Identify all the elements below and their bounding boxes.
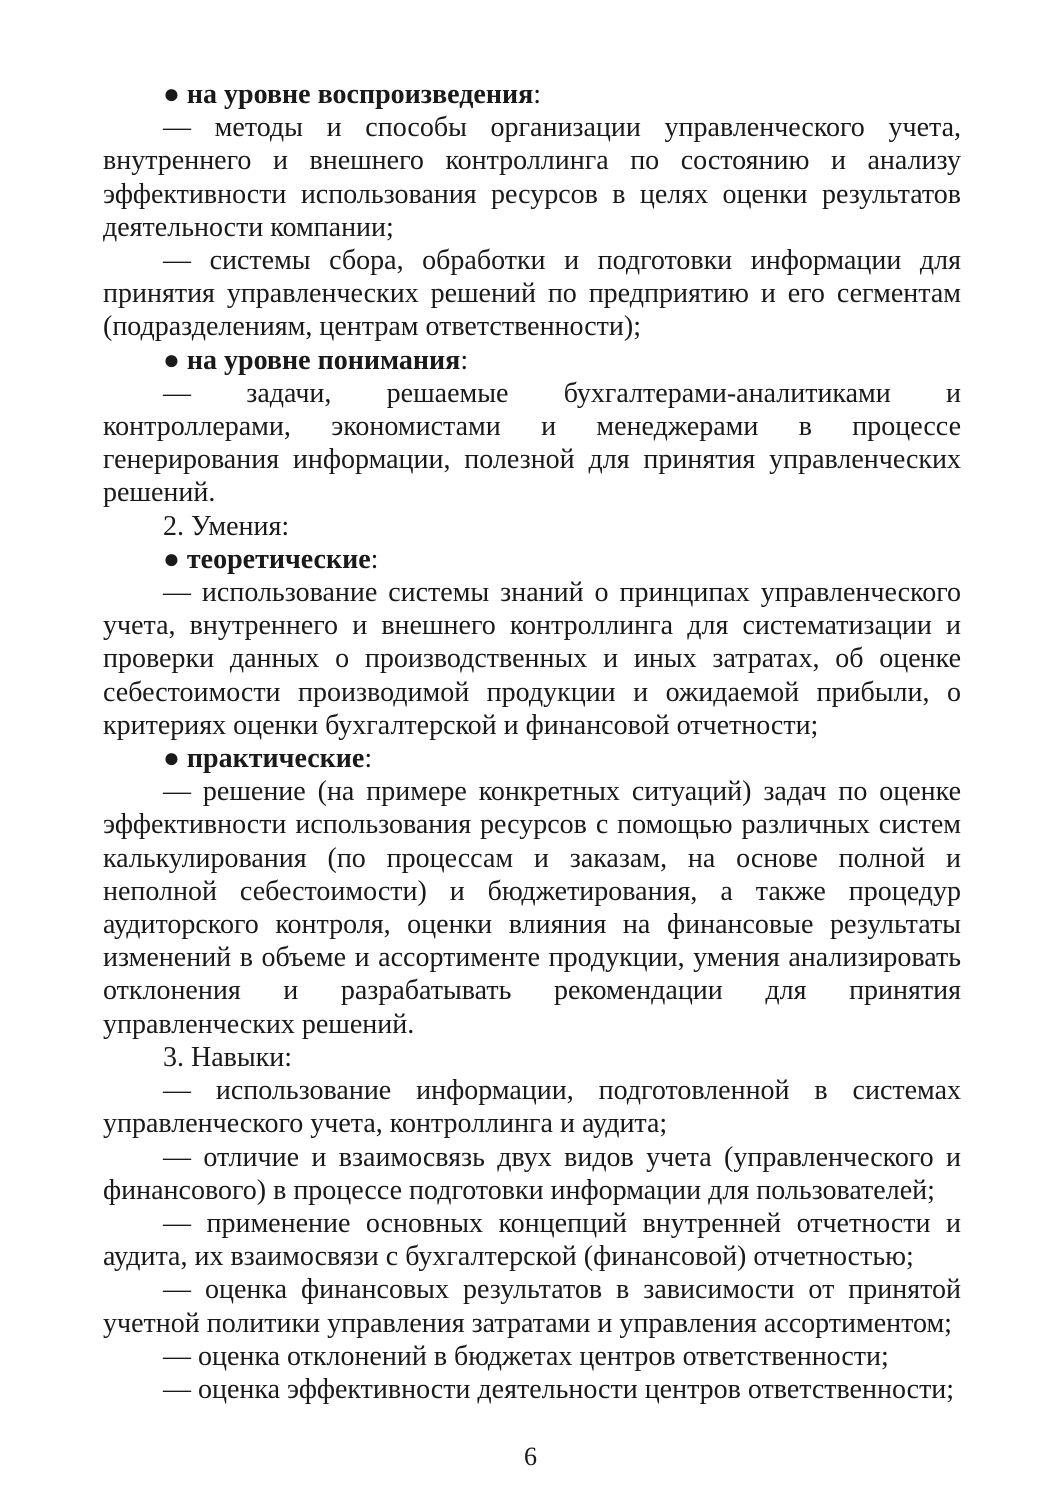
list-item: — системы сбора, обработки и подготовки информации для принятия управленческих решений по предприятию и его сегментам (подразделениям, центрам ответственности); xyxy=(103,245,961,343)
bullet-icon: ● xyxy=(163,543,180,575)
page-body xyxy=(103,78,961,1406)
bullet-label: практические xyxy=(186,743,365,775)
bullet-icon: ● xyxy=(163,743,180,775)
list-item: — методы и способы организации управленческого учета, внутреннего и внешнего контроллинга по состоянию и анализу эффективности использования ресурсов в целях оценки результатов деятельности компании; xyxy=(103,112,961,243)
bullet-colon: : xyxy=(460,344,469,376)
bullet-heading-understanding xyxy=(103,344,961,377)
list-item: — оценка эффективности деятельности центров ответственности; xyxy=(163,1373,955,1405)
list-item: — применение основных концепций внутренней отчетности и аудита, их взаимосвязи с бухгалтерской (финансовой) отчетностью; xyxy=(103,1207,961,1273)
bullet-colon: : xyxy=(370,543,379,575)
bullet-label: теоретические xyxy=(186,543,371,575)
bullet-colon: : xyxy=(364,743,373,775)
list-item: — решение (на примере конкретных ситуаций) задач по оценке эффективности использования ресурсов с помощью различных систем калькулирования (по процессам и заказам, на основе полной и неполной себестоимости) и бюджетирования, а также процедур аудиторского контроля, оценки влияния на финансовые результаты изменений в объеме и ассортименте продукции, умения анализировать отклонения и разрабатывать рекомендации для принятия управленческих решений. xyxy=(103,776,961,1040)
section-heading-habits: 3. Навыки: xyxy=(163,1041,293,1073)
list-item: — задачи, решаемые бухгалтерами-аналитиками и контроллерами, экономистами и менеджерами в процессе генерирования информации, полезной для принятия управленческих решений. xyxy=(103,377,961,509)
list-item: — оценка финансовых результатов в зависимости от принятой учетной политики управления затратами и управления ассортиментом; xyxy=(103,1274,961,1339)
bullet-label: на уровне воспроизведения xyxy=(186,79,534,110)
bullet-colon: : xyxy=(533,79,542,110)
list-item: — использование системы знаний о принципах управленческого учета, внутреннего и внешнего контроллинга для систематизации и проверки данных о производственных и иных затратах, об оценке себестоимости производимой продукции и ожидаемой прибыли, о критериях оценки бухгалтерской и финансовой отчетности; xyxy=(103,577,961,741)
bullet-heading-reproduction xyxy=(103,78,961,111)
bullet-heading-theoretical xyxy=(103,543,961,576)
list-item: — использование информации, подготовленной в системах управленческого учета, контроллинга и аудита; xyxy=(103,1075,961,1140)
list-item: — отличие и взаимосвязь двух видов учета (управленческого и финансового) в процессе подготовки информации для пользователей; xyxy=(103,1141,961,1206)
page-number: 6 xyxy=(524,1442,537,1471)
section-heading-skills: 2. Умения: xyxy=(163,510,290,542)
list-item: — оценка отклонений в бюджетах центров ответственности; xyxy=(163,1340,889,1372)
bullet-label: на уровне понимания xyxy=(186,344,461,376)
bullet-icon: ● xyxy=(163,79,180,110)
bullet-icon: ● xyxy=(163,344,180,376)
bullet-heading-practical xyxy=(103,742,961,775)
